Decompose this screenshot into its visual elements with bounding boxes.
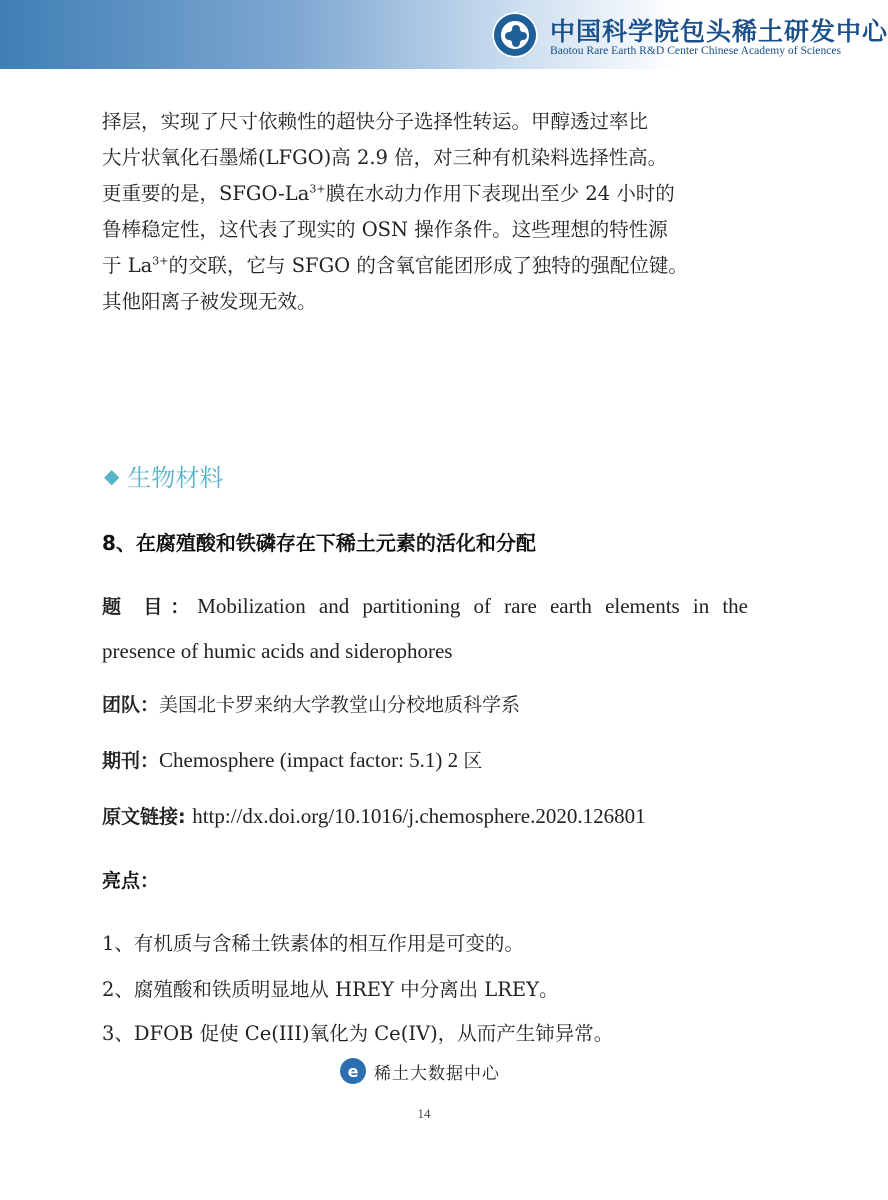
source-link[interactable]: http://dx.doi.org/10.1016/j.chemosphere.2020.126801	[192, 804, 646, 828]
intro-line: 大片状氧化石墨烯(LFGO)高 2.9 倍，对三种有机染料选择性高。	[102, 146, 668, 169]
team-field	[102, 682, 748, 727]
diamond-icon: ◆	[104, 463, 120, 488]
footer-logo-text: 稀土大数据中心	[374, 1063, 500, 1084]
intro-text: 的交联，它与 SFGO 的含氧官能团形成了独特的强配位键。	[168, 254, 688, 277]
journal-zone: 区	[463, 750, 483, 772]
intro-line: 鲁棒稳定性，这代表了现实的 OSN 操作条件。这些理想的特性源	[102, 218, 668, 241]
org-name-en: Baotou Rare Earth R&D Center Chinese Academy of Sciences	[550, 44, 842, 57]
field-label: 原文链接:	[102, 806, 193, 828]
field-label: 期刊：	[102, 750, 160, 772]
paper-title-line	[102, 584, 748, 629]
field-label: 题 目：	[102, 596, 198, 618]
superscript: 3+	[309, 182, 326, 196]
page-header	[0, 0, 888, 69]
intro-text: 膜在水动力作用下表现出至少 24 小时的	[325, 182, 675, 205]
intro-line	[102, 176, 748, 212]
seal-inner	[500, 20, 530, 50]
cas-seal-icon	[492, 12, 538, 58]
footer-logo	[340, 1058, 500, 1084]
highlight-item: 3、DFOB 促使 Ce(III)氧化为 Ce(IV)，从而产生铈异常。	[102, 1022, 614, 1045]
big-data-logo-icon: e	[340, 1058, 366, 1084]
item-title: 8、在腐殖酸和铁磷存在下稀土元素的活化和分配	[102, 531, 536, 555]
org-name-cn: 中国科学院包头稀土研发中心	[550, 17, 888, 46]
seal-flower	[509, 29, 523, 43]
page-number: 14	[417, 1106, 431, 1121]
paper-title-text: presence of humic acids and siderophores	[102, 639, 453, 663]
section-heading	[104, 458, 223, 493]
journal-field	[102, 738, 748, 783]
highlights-label: 亮点：	[102, 870, 160, 892]
team-value: 美国北卡罗来纳大学教堂山分校地质科学系	[159, 694, 521, 716]
highlight-item: 1、有机质与含稀土铁素体的相互作用是可变的。	[102, 932, 524, 955]
intro-text: 更重要的是，SFGO-La	[102, 182, 310, 205]
link-field	[102, 794, 748, 839]
intro-text: 于 La	[102, 254, 153, 277]
intro-paragraph	[102, 104, 748, 320]
intro-line	[102, 248, 748, 284]
journal-value: Chemosphere (impact factor: 5.1) 2	[159, 748, 464, 772]
superscript: 3+	[152, 254, 169, 268]
paper-title-field	[102, 584, 748, 673]
field-label: 团队：	[102, 694, 160, 716]
highlight-item: 2、腐殖酸和铁质明显地从 HREY 中分离出 LREY。	[102, 978, 559, 1001]
intro-line: 其他阳离子被发现无效。	[102, 290, 317, 313]
section-title: 生物材料	[127, 464, 224, 492]
intro-line: 择层，实现了尺寸依赖性的超快分子选择性转运。甲醇透过率比	[102, 110, 649, 133]
paper-title-text: Mobilization and partitioning of rare earth elements in the	[197, 594, 749, 618]
